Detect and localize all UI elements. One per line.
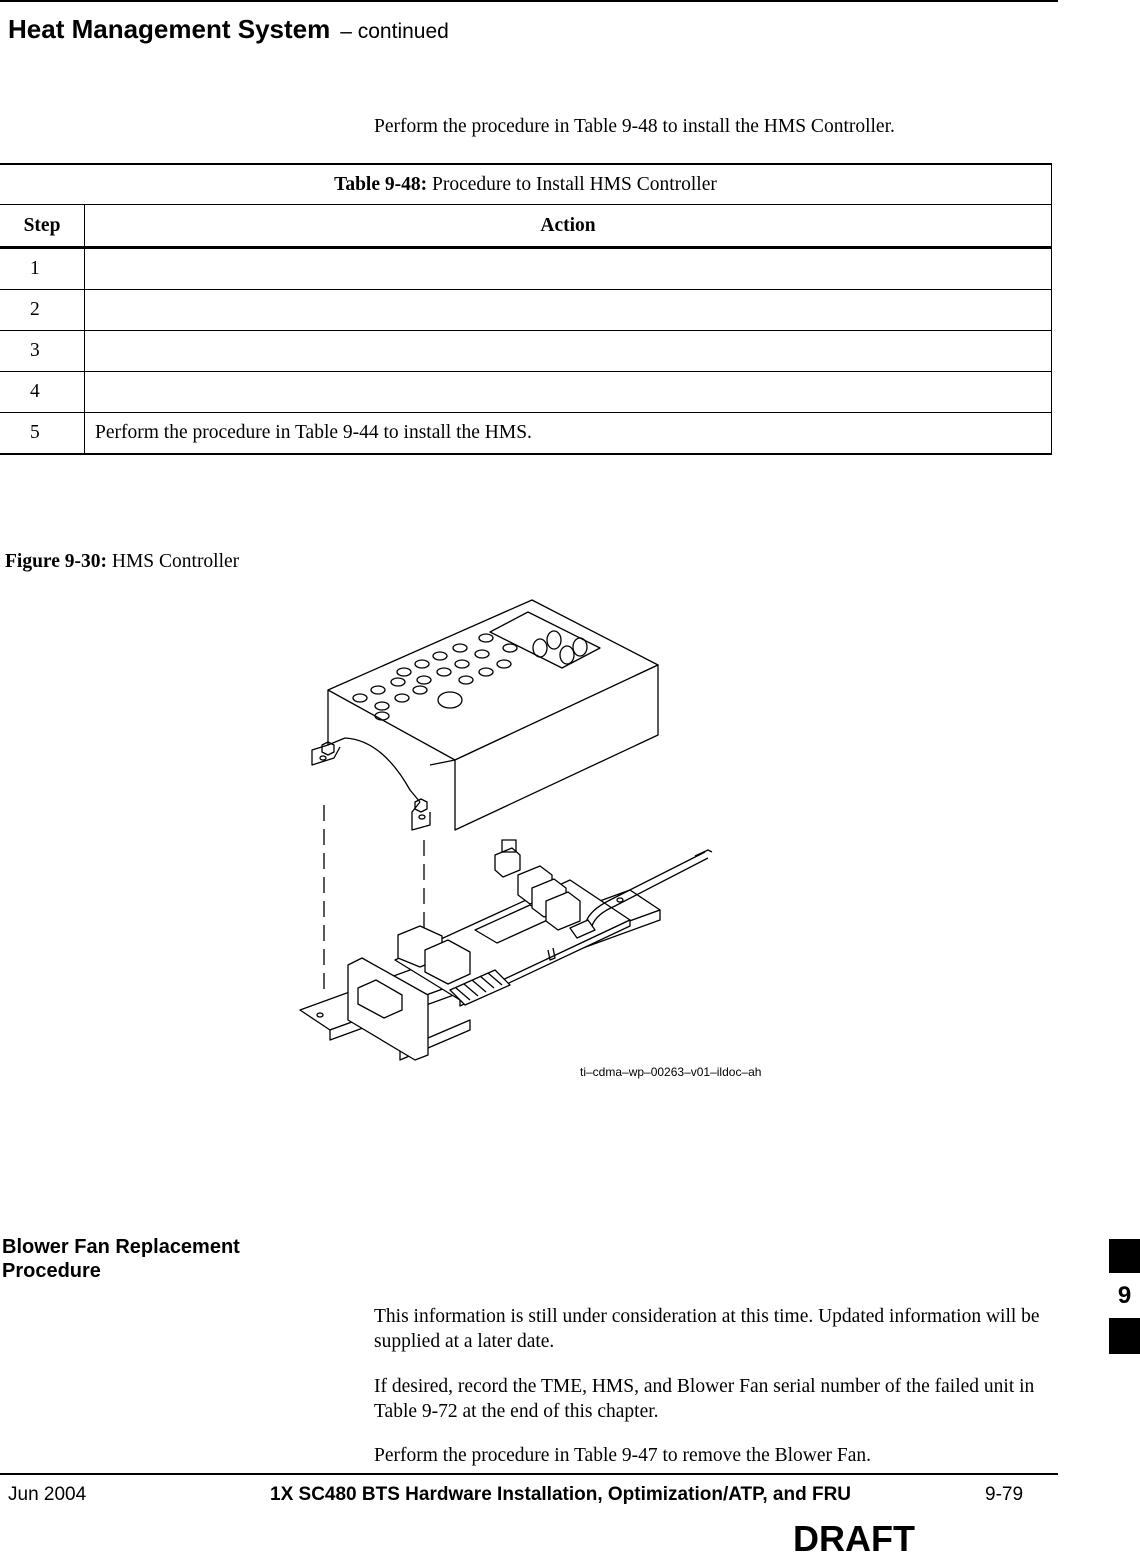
table-caption-text: Procedure to Install HMS Controller: [427, 173, 717, 195]
procedure-table: [0, 163, 1052, 455]
step-action: [85, 290, 1052, 331]
table-row: [0, 372, 1052, 413]
footer-page-number: 9-79: [985, 1484, 1024, 1505]
step-action: [85, 372, 1052, 413]
paragraph: Perform the procedure in Table 9-47 to remove the Blower Fan.: [374, 1445, 872, 1466]
step-action: [85, 248, 1052, 290]
paragraph: If desired, record the TME, HMS, and Blower Fan serial number of the failed unit in Table 9-72 at the end of this chapter.: [374, 1376, 1035, 1422]
table-row: [0, 290, 1052, 331]
footer-title: 1X SC480 BTS Hardware Installation, Optimization/ATP, and FRU: [270, 1484, 852, 1505]
figure-caption-text: HMS Controller: [107, 551, 240, 572]
table-row: [0, 413, 1052, 455]
step-number: 4: [0, 372, 85, 413]
header-continued: – continued: [340, 20, 449, 43]
figure-caption: [5, 551, 239, 573]
paragraph: This information is still under consideration at this time. Updated information will be supplied at a later date.: [374, 1306, 1040, 1352]
chapter-tab-block: [1109, 1239, 1140, 1273]
step-number: 5: [0, 413, 85, 455]
table-row: [0, 248, 1052, 290]
intro-paragraph: Perform the procedure in Table 9-48 to install the HMS Controller.: [374, 116, 895, 137]
step-number: 1: [0, 248, 85, 290]
step-number: 2: [0, 290, 85, 331]
page-header: [8, 14, 449, 45]
controller-board: [300, 840, 712, 1060]
footer-rule: [0, 1473, 1058, 1475]
column-header-action: Action: [85, 205, 1052, 248]
footer-date: Jun 2004: [8, 1484, 87, 1505]
step-action: [85, 331, 1052, 372]
column-header-step: Step: [0, 205, 85, 248]
step-number: 3: [0, 331, 85, 372]
table-caption-label: Table 9-48:: [334, 173, 428, 195]
section-heading: Blower Fan Replacement Procedure: [2, 1236, 240, 1282]
table-row: [0, 331, 1052, 372]
chapter-tab-number: 9: [1117, 1282, 1132, 1309]
figure-caption-label: Figure 9-30:: [5, 551, 107, 572]
header-rule: [0, 0, 1058, 2]
hms-controller-illustration: [290, 590, 820, 1090]
figure-id-label: ti–cdma–wp–00263–v01–ildoc–ah: [580, 1065, 762, 1079]
header-title: Heat Management System: [8, 14, 331, 44]
chapter-tab-block: [1109, 1318, 1140, 1354]
draft-watermark: DRAFT: [793, 1518, 915, 1559]
table-caption: [0, 164, 1052, 205]
step-action: Perform the procedure in Table 9-44 to install the HMS.: [85, 413, 1052, 455]
controller-cover: [312, 600, 658, 830]
